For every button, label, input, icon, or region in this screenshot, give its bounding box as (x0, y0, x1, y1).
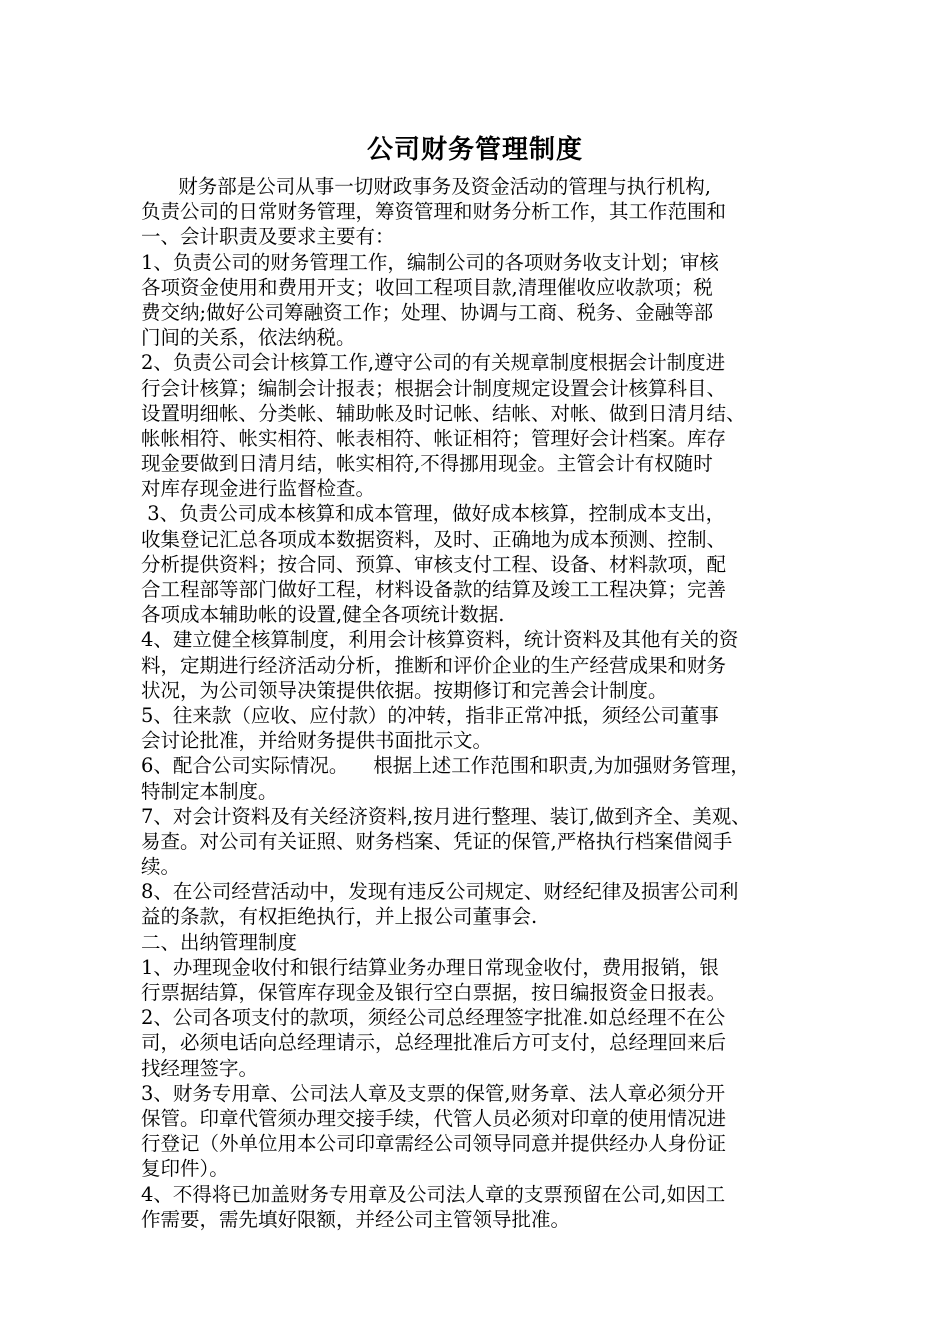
body-line: 状况，为公司领导决策提供依据。按期修订和完善会计制度。 (141, 678, 668, 702)
body-line: 保管。印章代管须办理交接手续，代管人员必须对印章的使用情况进 (141, 1106, 727, 1130)
body-line: 行会计核算；编制会计报表；根据会计制度规定设置会计核算科目、 (141, 376, 727, 400)
body-line: 司，必须电话向总经理请示，总经理批准后方可支付，总经理回来后 (141, 1031, 727, 1055)
body-line: 易查。对公司有关证照、财务档案、凭证的保管,严格执行档案借阅手 (141, 829, 733, 853)
body-line: 行登记（外单位用本公司印章需经公司领导同意并提供经办人身份证 (141, 1132, 727, 1156)
body-line: 续。 (141, 855, 181, 879)
body-line: 帐帐相符、帐实相符、帐表相符、帐证相符；管理好会计档案。库存 (141, 426, 727, 450)
document-body (141, 174, 831, 1232)
body-line: 6、配合公司实际情况。 根据上述工作范围和职责,为加强财务管理， (141, 754, 750, 778)
body-line: 7、对会计资料及有关经济资料,按月进行整理、装订,做到齐全、美观、 (141, 804, 751, 828)
body-line: 作需要，需先填好限额，并经公司主管领导批准。 (141, 1207, 571, 1231)
body-line: 特制定本制度。 (141, 779, 278, 803)
body-line: 会讨论批准，并给财务提供书面批示文。 (141, 729, 493, 753)
body-line: 找经理签字。 (141, 1056, 259, 1080)
body-line: 行票据结算，保管库存现金及银行空白票据，按日编报资金日报表。 (141, 981, 727, 1004)
body-line: 对库存现金进行监督检查。 (141, 477, 376, 501)
body-line: 合工程部等部门做好工程，材料设备款的结算及竣工工程决算；完善 (141, 578, 727, 601)
body-line: 负责公司的日常财务管理，筹资管理和财务分析工作，其工作范围和 (141, 200, 727, 224)
body-line: 料，定期进行经济活动分析，推断和评价企业的生产经营成果和财务 (141, 653, 727, 677)
body-line: 4、建立健全核算制度，利用会计核算资料，统计资料及其他有关的资 (141, 628, 739, 652)
body-line: 8、在公司经营活动中，发现有违反公司规定、财经纪律及损害公司利 (141, 880, 739, 904)
body-line: 3、财务专用章、公司法人章及支票的保管,财务章、法人章必须分开 (141, 1081, 726, 1105)
body-line: 各项成本辅助帐的设置,健全各项统计数据. (141, 603, 505, 627)
document-title: 公司财务管理制度 (366, 135, 583, 165)
body-line: 5、往来款（应收、应付款）的冲转，指非正常冲抵，须经公司董事 (141, 703, 719, 727)
body-line: 益的条款，有权拒绝执行，并上报公司董事会. (141, 905, 538, 929)
body-line: 2、负责公司会计核算工作,遵守公司的有关规章制度根据会计制度进 (141, 351, 726, 375)
body-line: 1、负责公司的财务管理工作，编制公司的各项财务收支计划；审核 (141, 250, 719, 274)
body-line: 各项资金使用和费用开支；收回工程项目款,清理催收应收款项；税 (141, 275, 713, 299)
body-line: 分析提供资料；按合同、预算、审核支付工程、设备、材料款项，配 (141, 552, 727, 576)
body-line: 复印件）。 (141, 1157, 229, 1181)
body-line: 3、负责公司成本核算和成本管理，做好成本核算，控制成本支出， (141, 502, 726, 526)
body-line: 收集登记汇总各项成本数据资料，及时、正确地为成本预测、控制、 (141, 527, 727, 551)
body-line: 现金要做到日清月结，帐实相符,不得挪用现金。主管会计有权随时 (141, 452, 713, 476)
body-line: 2、公司各项支付的款项，须经公司总经理签字批准.如总经理不在公 (141, 1006, 726, 1030)
body-line: 财务部是公司从事一切财政事务及资金活动的管理与执行机构, (141, 175, 711, 198)
body-line: 费交纳;做好公司筹融资工作；处理、协调与工商、税务、金融等部 (141, 300, 714, 324)
body-line: 门间的关系，依法纳税。 (141, 326, 356, 350)
body-line: 设置明细帐、分类帐、辅助帐及时记帐、结帐、对帐、做到日清月结、 (141, 401, 746, 425)
body-line: 4、不得将已加盖财务专用章及公司法人章的支票预留在公司,如因工 (141, 1182, 726, 1206)
body-line: 一、会计职责及要求主要有： (141, 225, 395, 249)
body-line: 1、办理现金收付和银行结算业务办理日常现金收付，费用报销，银 (141, 955, 719, 979)
body-line: 二、出纳管理制度 (141, 930, 298, 954)
